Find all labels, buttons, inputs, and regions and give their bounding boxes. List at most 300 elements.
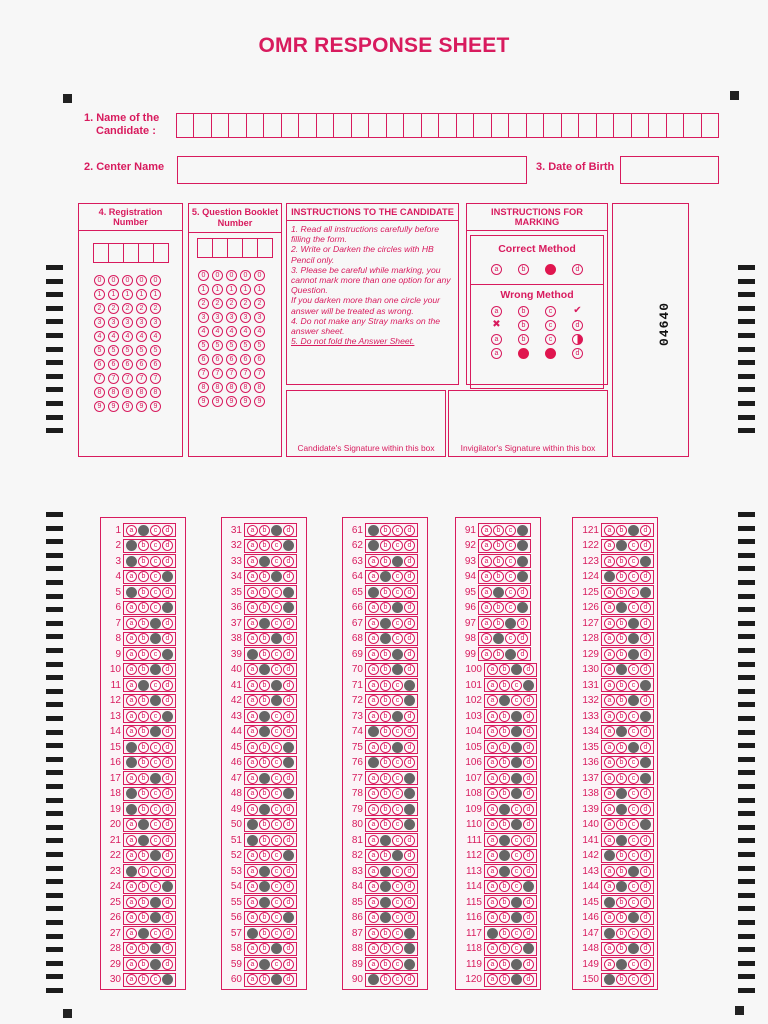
answer-bubble[interactable]: b	[259, 587, 270, 598]
answer-bubble[interactable]: a	[481, 556, 492, 567]
answer-bubble[interactable]: b	[138, 804, 149, 815]
answer-bubble[interactable]: a	[368, 711, 379, 722]
digit-bubble[interactable]: 6	[94, 359, 105, 370]
answer-bubble[interactable]: a	[604, 587, 615, 598]
answer-bubble[interactable]: b	[259, 928, 270, 939]
answer-bubble[interactable]	[616, 664, 627, 675]
answer-bubble[interactable]: b	[259, 695, 270, 706]
digit-bubble[interactable]: 9	[94, 401, 105, 412]
answer-bubble[interactable]: c	[271, 928, 282, 939]
answer-bubble[interactable]: d	[162, 835, 173, 846]
answer-bubble[interactable]: b	[138, 757, 149, 768]
answer-bubble[interactable]	[616, 726, 627, 737]
answer-bubble[interactable]	[162, 711, 173, 722]
answer-bubble[interactable]: a	[604, 819, 615, 830]
answer-bubble[interactable]	[392, 711, 403, 722]
answer-bubble[interactable]: a	[126, 943, 137, 954]
answer-bubble[interactable]: a	[368, 866, 379, 877]
answer-bubble[interactable]: c	[505, 633, 516, 644]
answer-bubble[interactable]: b	[259, 571, 270, 582]
answer-bubble[interactable]: c	[392, 695, 403, 706]
answer-bubble[interactable]: d	[404, 525, 415, 536]
answer-bubble[interactable]: b	[138, 602, 149, 613]
answer-bubble[interactable]: c	[392, 788, 403, 799]
answer-bubble[interactable]: b	[616, 757, 627, 768]
answer-bubble[interactable]: d	[283, 695, 294, 706]
answer-bubble[interactable]	[392, 602, 403, 613]
answer-bubble[interactable]: c	[628, 959, 639, 970]
digit-bubble[interactable]: 0	[254, 270, 265, 281]
digit-bubble[interactable]: 2	[108, 303, 119, 314]
answer-bubble[interactable]: d	[283, 649, 294, 660]
answer-bubble[interactable]	[392, 850, 403, 861]
answer-bubble[interactable]: d	[404, 835, 415, 846]
answer-bubble[interactable]: d	[162, 928, 173, 939]
answer-bubble[interactable]: d	[640, 602, 651, 613]
answer-bubble[interactable]: c	[628, 835, 639, 846]
answer-bubble[interactable]	[138, 680, 149, 691]
digit-bubble[interactable]: 6	[240, 354, 251, 365]
answer-bubble[interactable]: d	[523, 757, 534, 768]
answer-bubble[interactable]: c	[628, 711, 639, 722]
answer-bubble[interactable]	[499, 804, 510, 815]
answer-bubble[interactable]: d	[523, 897, 534, 908]
center-name-field[interactable]	[177, 156, 527, 184]
answer-bubble[interactable]: a	[604, 540, 615, 551]
answer-bubble[interactable]: c	[271, 819, 282, 830]
answer-bubble[interactable]: d	[404, 587, 415, 598]
answer-bubble[interactable]: a	[247, 540, 258, 551]
answer-bubble[interactable]: c	[392, 726, 403, 737]
answer-bubble[interactable]	[616, 602, 627, 613]
answer-bubble[interactable]: d	[523, 664, 534, 675]
answer-bubble[interactable]: d	[283, 881, 294, 892]
answer-bubble[interactable]: a	[126, 711, 137, 722]
answer-bubble[interactable]	[138, 525, 149, 536]
answer-bubble[interactable]: a	[487, 804, 498, 815]
answer-bubble[interactable]: b	[138, 633, 149, 644]
answer-bubble[interactable]: b	[138, 711, 149, 722]
answer-bubble[interactable]	[628, 525, 639, 536]
answer-bubble[interactable]	[511, 742, 522, 753]
digit-bubble[interactable]: 0	[94, 275, 105, 286]
answer-bubble[interactable]	[150, 726, 161, 737]
digit-bubble[interactable]: 1	[212, 284, 223, 295]
answer-bubble[interactable]	[259, 726, 270, 737]
answer-bubble[interactable]	[511, 819, 522, 830]
answer-bubble[interactable]: a	[604, 633, 615, 644]
digit-bubble[interactable]: 4	[226, 326, 237, 337]
answer-bubble[interactable]: d	[640, 897, 651, 908]
answer-bubble[interactable]: a	[126, 664, 137, 675]
answer-bubble[interactable]: c	[392, 680, 403, 691]
answer-bubble[interactable]: c	[150, 556, 161, 567]
answer-bubble[interactable]: a	[126, 680, 137, 691]
answer-bubble[interactable]: b	[380, 742, 391, 753]
answer-bubble[interactable]: d	[640, 881, 651, 892]
answer-bubble[interactable]: d	[523, 695, 534, 706]
digit-bubble[interactable]: 1	[226, 284, 237, 295]
answer-bubble[interactable]: a	[604, 649, 615, 660]
answer-bubble[interactable]: d	[640, 633, 651, 644]
answer-bubble[interactable]	[616, 788, 627, 799]
answer-bubble[interactable]: c	[271, 618, 282, 629]
answer-bubble[interactable]: b	[259, 757, 270, 768]
answer-bubble[interactable]: a	[247, 726, 258, 737]
answer-bubble[interactable]: c	[392, 959, 403, 970]
answer-bubble[interactable]	[138, 835, 149, 846]
answer-bubble[interactable]: b	[499, 664, 510, 675]
answer-bubble[interactable]: d	[523, 804, 534, 815]
answer-bubble[interactable]: b	[259, 850, 270, 861]
answer-bubble[interactable]: d	[162, 618, 173, 629]
answer-bubble[interactable]	[517, 571, 528, 582]
answer-bubble[interactable]: c	[150, 602, 161, 613]
answer-bubble[interactable]: a	[247, 897, 258, 908]
answer-bubble[interactable]: c	[150, 540, 161, 551]
answer-bubble[interactable]: b	[259, 680, 270, 691]
answer-bubble[interactable]: c	[392, 912, 403, 923]
answer-bubble[interactable]: a	[247, 633, 258, 644]
answer-bubble[interactable]	[640, 773, 651, 784]
answer-bubble[interactable]: b	[616, 618, 627, 629]
digit-bubble[interactable]: 5	[94, 345, 105, 356]
answer-bubble[interactable]: c	[150, 974, 161, 985]
digit-bubble[interactable]: 6	[122, 359, 133, 370]
answer-bubble[interactable]: d	[283, 928, 294, 939]
answer-bubble[interactable]: c	[150, 649, 161, 660]
answer-bubble[interactable]	[259, 881, 270, 892]
digit-bubble[interactable]: 7	[212, 368, 223, 379]
answer-bubble[interactable]	[404, 773, 415, 784]
answer-bubble[interactable]	[404, 680, 415, 691]
digit-bubble[interactable]: 0	[122, 275, 133, 286]
answer-bubble[interactable]	[493, 633, 504, 644]
answer-bubble[interactable]: c	[392, 835, 403, 846]
answer-bubble[interactable]: d	[283, 835, 294, 846]
answer-bubble[interactable]	[283, 850, 294, 861]
answer-bubble[interactable]: d	[523, 788, 534, 799]
answer-bubble[interactable]: b	[616, 695, 627, 706]
answer-bubble[interactable]: c	[150, 866, 161, 877]
answer-bubble[interactable]: c	[271, 850, 282, 861]
answer-bubble[interactable]: b	[138, 866, 149, 877]
answer-bubble[interactable]: d	[404, 912, 415, 923]
digit-bubble[interactable]: 7	[108, 373, 119, 384]
answer-bubble[interactable]	[392, 742, 403, 753]
answer-bubble[interactable]: b	[493, 618, 504, 629]
digit-bubble[interactable]: 9	[108, 401, 119, 412]
answer-bubble[interactable]	[404, 959, 415, 970]
answer-bubble[interactable]	[523, 680, 534, 691]
answer-bubble[interactable]: a	[487, 773, 498, 784]
answer-bubble[interactable]: a	[247, 680, 258, 691]
answer-bubble[interactable]	[511, 788, 522, 799]
answer-bubble[interactable]: a	[247, 804, 258, 815]
answer-bubble[interactable]: d	[162, 773, 173, 784]
answer-bubble[interactable]: a	[604, 788, 615, 799]
answer-bubble[interactable]: d	[404, 664, 415, 675]
answer-bubble[interactable]	[628, 695, 639, 706]
answer-bubble[interactable]	[616, 835, 627, 846]
answer-bubble[interactable]: b	[616, 773, 627, 784]
answer-bubble[interactable]: a	[604, 556, 615, 567]
answer-bubble[interactable]	[368, 525, 379, 536]
answer-bubble[interactable]: a	[247, 571, 258, 582]
answer-bubble[interactable]	[259, 773, 270, 784]
answer-bubble[interactable]: b	[259, 649, 270, 660]
answer-bubble[interactable]: b	[138, 587, 149, 598]
answer-bubble[interactable]: a	[604, 866, 615, 877]
answer-bubble[interactable]: a	[247, 556, 258, 567]
answer-bubble[interactable]: a	[247, 866, 258, 877]
answer-bubble[interactable]: a	[368, 633, 379, 644]
digit-bubble[interactable]: 5	[226, 340, 237, 351]
answer-bubble[interactable]: c	[271, 881, 282, 892]
digit-bubble[interactable]: 7	[198, 368, 209, 379]
answer-bubble[interactable]: d	[404, 866, 415, 877]
answer-bubble[interactable]: a	[604, 695, 615, 706]
answer-bubble[interactable]: a	[368, 602, 379, 613]
digit-bubble[interactable]: 6	[254, 354, 265, 365]
answer-bubble[interactable]: a	[126, 695, 137, 706]
answer-bubble[interactable]: a	[481, 602, 492, 613]
answer-bubble[interactable]: c	[271, 587, 282, 598]
answer-bubble[interactable]: a	[126, 726, 137, 737]
answer-bubble[interactable]	[380, 866, 391, 877]
answer-bubble[interactable]	[640, 680, 651, 691]
digit-bubble[interactable]: 7	[150, 373, 161, 384]
answer-bubble[interactable]	[150, 943, 161, 954]
answer-bubble[interactable]: d	[640, 804, 651, 815]
answer-bubble[interactable]: c	[271, 726, 282, 737]
digit-bubble[interactable]: 6	[226, 354, 237, 365]
digit-bubble[interactable]: 7	[240, 368, 251, 379]
answer-bubble[interactable]	[271, 943, 282, 954]
answer-bubble[interactable]	[523, 881, 534, 892]
answer-bubble[interactable]: a	[368, 928, 379, 939]
digit-bubble[interactable]: 7	[136, 373, 147, 384]
answer-bubble[interactable]: a	[126, 819, 137, 830]
answer-bubble[interactable]: b	[380, 804, 391, 815]
answer-bubble[interactable]: b	[138, 664, 149, 675]
digit-bubble[interactable]: 4	[212, 326, 223, 337]
answer-bubble[interactable]: d	[162, 866, 173, 877]
digit-bubble[interactable]: 8	[150, 387, 161, 398]
answer-bubble[interactable]	[150, 633, 161, 644]
answer-bubble[interactable]: d	[283, 959, 294, 970]
answer-bubble[interactable]: b	[259, 540, 270, 551]
answer-bubble[interactable]: c	[628, 540, 639, 551]
answer-bubble[interactable]: d	[517, 633, 528, 644]
answer-bubble[interactable]: b	[380, 928, 391, 939]
digit-bubble[interactable]: 4	[240, 326, 251, 337]
answer-bubble[interactable]: b	[138, 649, 149, 660]
answer-bubble[interactable]: a	[368, 742, 379, 753]
digit-bubble[interactable]: 1	[198, 284, 209, 295]
answer-bubble[interactable]	[511, 912, 522, 923]
answer-bubble[interactable]: c	[271, 866, 282, 877]
answer-bubble[interactable]: d	[404, 850, 415, 861]
answer-bubble[interactable]: c	[628, 773, 639, 784]
digit-bubble[interactable]: 2	[212, 298, 223, 309]
answer-bubble[interactable]	[271, 525, 282, 536]
answer-bubble[interactable]	[499, 695, 510, 706]
registration-digit-grid[interactable]	[94, 275, 182, 413]
digit-bubble[interactable]: 2	[226, 298, 237, 309]
answer-bubble[interactable]: b	[493, 525, 504, 536]
answer-bubble[interactable]: b	[138, 540, 149, 551]
answer-bubble[interactable]	[259, 866, 270, 877]
answer-bubble[interactable]: b	[138, 726, 149, 737]
answer-bubble[interactable]: a	[126, 835, 137, 846]
answer-bubble[interactable]: a	[126, 959, 137, 970]
answer-bubble[interactable]: a	[487, 897, 498, 908]
digit-bubble[interactable]: 5	[108, 345, 119, 356]
answer-bubble[interactable]: a	[604, 773, 615, 784]
answer-bubble[interactable]: c	[271, 959, 282, 970]
answer-bubble[interactable]: a	[368, 571, 379, 582]
answer-bubble[interactable]: a	[487, 881, 498, 892]
digit-bubble[interactable]: 3	[254, 312, 265, 323]
answer-bubble[interactable]: b	[138, 912, 149, 923]
answer-bubble[interactable]: a	[368, 850, 379, 861]
digit-bubble[interactable]: 9	[226, 396, 237, 407]
digit-bubble[interactable]: 3	[240, 312, 251, 323]
answer-bubble[interactable]	[628, 742, 639, 753]
digit-bubble[interactable]: 5	[240, 340, 251, 351]
answer-bubble[interactable]: d	[640, 726, 651, 737]
answer-bubble[interactable]: c	[628, 571, 639, 582]
answer-bubble[interactable]: c	[271, 556, 282, 567]
answer-bubble[interactable]: d	[523, 866, 534, 877]
answer-bubble[interactable]: d	[162, 850, 173, 861]
answer-bubble[interactable]: a	[368, 881, 379, 892]
answer-bubble[interactable]: c	[271, 757, 282, 768]
answer-bubble[interactable]: a	[487, 959, 498, 970]
answer-bubble[interactable]: b	[616, 649, 627, 660]
answer-bubble[interactable]: c	[628, 897, 639, 908]
answer-bubble[interactable]: d	[523, 819, 534, 830]
answer-bubble[interactable]: b	[380, 695, 391, 706]
answer-bubble[interactable]: d	[404, 633, 415, 644]
digit-bubble[interactable]: 4	[94, 331, 105, 342]
answer-bubble[interactable]	[126, 804, 137, 815]
answer-bubble[interactable]: d	[640, 850, 651, 861]
answer-bubble[interactable]: a	[126, 773, 137, 784]
answer-bubble[interactable]: c	[271, 788, 282, 799]
answer-bubble[interactable]	[380, 912, 391, 923]
answer-bubble[interactable]: c	[150, 742, 161, 753]
answer-bubble[interactable]: a	[126, 897, 137, 908]
answer-bubble[interactable]: b	[380, 525, 391, 536]
answer-bubble[interactable]: d	[283, 571, 294, 582]
answer-bubble[interactable]: d	[523, 850, 534, 861]
answer-bubble[interactable]	[499, 835, 510, 846]
digit-bubble[interactable]: 4	[136, 331, 147, 342]
answer-bubble[interactable]: d	[283, 726, 294, 737]
answer-bubble[interactable]: b	[380, 959, 391, 970]
answer-bubble[interactable]: a	[126, 881, 137, 892]
answer-bubble[interactable]: c	[511, 881, 522, 892]
answer-bubble[interactable]: d	[517, 587, 528, 598]
answer-bubble[interactable]: d	[523, 773, 534, 784]
invigilator-signature-box[interactable]	[448, 390, 608, 457]
answer-bubble[interactable]	[640, 711, 651, 722]
answer-bubble[interactable]: d	[162, 757, 173, 768]
answer-bubble[interactable]: a	[247, 602, 258, 613]
answer-bubble[interactable]	[511, 897, 522, 908]
booklet-number-boxes[interactable]	[197, 238, 273, 258]
answer-bubble[interactable]: d	[640, 525, 651, 536]
answer-bubble[interactable]: a	[604, 711, 615, 722]
digit-bubble[interactable]: 3	[212, 312, 223, 323]
answer-bubble[interactable]: b	[499, 742, 510, 753]
answer-bubble[interactable]: a	[487, 912, 498, 923]
answer-bubble[interactable]: a	[481, 633, 492, 644]
answer-bubble[interactable]: c	[392, 928, 403, 939]
answer-bubble[interactable]: a	[487, 695, 498, 706]
answer-bubble[interactable]: c	[392, 540, 403, 551]
digit-bubble[interactable]: 2	[94, 303, 105, 314]
answer-bubble[interactable]: c	[392, 525, 403, 536]
answer-bubble[interactable]: c	[392, 974, 403, 985]
answer-bubble[interactable]: c	[511, 866, 522, 877]
answer-bubble[interactable]: d	[162, 680, 173, 691]
answer-bubble[interactable]: a	[487, 974, 498, 985]
answer-bubble[interactable]: d	[283, 680, 294, 691]
answer-bubble[interactable]	[162, 571, 173, 582]
answer-bubble[interactable]: d	[404, 726, 415, 737]
answer-bubble[interactable]: d	[523, 835, 534, 846]
answer-bubble[interactable]: c	[628, 726, 639, 737]
digit-bubble[interactable]: 3	[122, 317, 133, 328]
answer-bubble[interactable]	[380, 633, 391, 644]
digit-bubble[interactable]: 8	[254, 382, 265, 393]
answer-bubble[interactable]: a	[247, 959, 258, 970]
answer-bubble[interactable]	[126, 556, 137, 567]
answer-bubble[interactable]	[640, 819, 651, 830]
answer-bubble[interactable]: d	[523, 912, 534, 923]
digit-bubble[interactable]: 6	[136, 359, 147, 370]
answer-bubble[interactable]: a	[481, 525, 492, 536]
answer-bubble[interactable]: c	[505, 571, 516, 582]
answer-bubble[interactable]	[404, 788, 415, 799]
digit-bubble[interactable]: 5	[150, 345, 161, 356]
answer-bubble[interactable]	[511, 757, 522, 768]
booklet-digit-grid[interactable]	[198, 270, 281, 408]
answer-bubble[interactable]: d	[283, 819, 294, 830]
answer-bubble[interactable]: c	[628, 757, 639, 768]
answer-bubble[interactable]	[259, 897, 270, 908]
answer-bubble[interactable]: a	[368, 819, 379, 830]
answer-bubble[interactable]: a	[368, 897, 379, 908]
answer-bubble[interactable]: a	[487, 943, 498, 954]
answer-bubble[interactable]: b	[259, 835, 270, 846]
answer-bubble[interactable]	[126, 587, 137, 598]
answer-bubble[interactable]: d	[523, 726, 534, 737]
digit-bubble[interactable]: 9	[122, 401, 133, 412]
answer-bubble[interactable]: c	[271, 602, 282, 613]
digit-bubble[interactable]: 3	[94, 317, 105, 328]
answer-bubble[interactable]: b	[499, 881, 510, 892]
answer-bubble[interactable]	[283, 912, 294, 923]
answer-bubble[interactable]	[150, 664, 161, 675]
answer-bubble[interactable]: d	[283, 943, 294, 954]
answer-bubble[interactable]: c	[392, 804, 403, 815]
answer-bubble[interactable]	[150, 850, 161, 861]
answer-bubble[interactable]	[628, 649, 639, 660]
